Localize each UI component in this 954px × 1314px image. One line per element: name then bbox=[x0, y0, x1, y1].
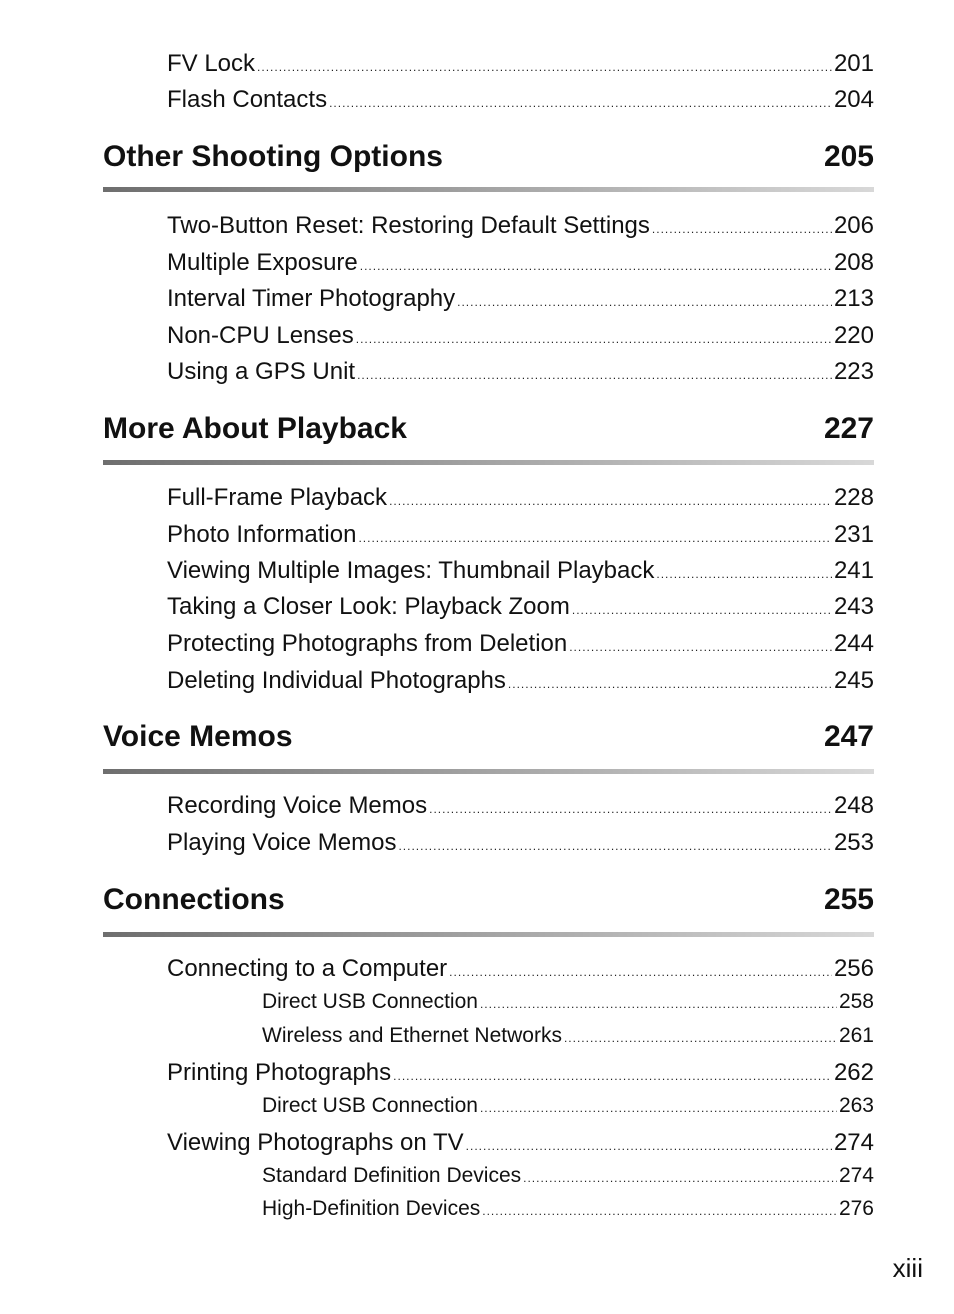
toc-entry[interactable] bbox=[167, 212, 874, 242]
dot-leader bbox=[480, 1101, 837, 1115]
toc-entry[interactable] bbox=[167, 829, 874, 859]
section-page-number: 247 bbox=[823, 720, 874, 753]
dot-leader bbox=[523, 1171, 837, 1185]
toc-subentry[interactable] bbox=[262, 1164, 874, 1192]
dot-leader bbox=[508, 677, 832, 691]
entry-page-number: 276 bbox=[838, 1197, 874, 1220]
section-rule bbox=[103, 769, 874, 774]
entry-title: Photo Information bbox=[167, 521, 357, 548]
entry-title: FV Lock bbox=[167, 50, 256, 77]
entry-title: Viewing Multiple Images: Thumbnail Playback bbox=[167, 557, 655, 584]
entry-title: Recording Voice Memos bbox=[167, 792, 428, 819]
dot-leader bbox=[482, 1204, 837, 1218]
entry-title: Interval Timer Photography bbox=[167, 285, 456, 312]
toc-entry[interactable] bbox=[167, 358, 874, 388]
toc-entry[interactable] bbox=[167, 1059, 874, 1089]
dot-leader bbox=[356, 332, 832, 346]
entry-title: Playing Voice Memos bbox=[167, 829, 397, 856]
toc-entry[interactable] bbox=[167, 557, 874, 587]
entry-title: High-Definition Devices bbox=[262, 1197, 481, 1220]
toc-entry[interactable] bbox=[167, 322, 874, 352]
section-rule bbox=[103, 460, 874, 465]
entry-page-number: 213 bbox=[833, 285, 874, 312]
entry-page-number: 245 bbox=[833, 667, 874, 694]
dot-leader bbox=[480, 997, 837, 1011]
entry-title: Protecting Photographs from Deletion bbox=[167, 630, 568, 657]
entry-title: Standard Definition Devices bbox=[262, 1164, 522, 1187]
entry-title: Non-CPU Lenses bbox=[167, 322, 354, 349]
entry-page-number: 223 bbox=[833, 358, 874, 385]
entry-page-number: 241 bbox=[833, 557, 874, 584]
toc-entry[interactable] bbox=[167, 285, 874, 315]
entry-page-number: 231 bbox=[833, 521, 874, 548]
entry-page-number: 228 bbox=[833, 484, 874, 511]
toc-subentry[interactable] bbox=[262, 1197, 874, 1225]
entry-title: Viewing Photographs on TV bbox=[167, 1129, 464, 1156]
entry-page-number: 258 bbox=[838, 990, 874, 1013]
entry-page-number: 244 bbox=[833, 630, 874, 657]
entry-title: Deleting Individual Photographs bbox=[167, 667, 506, 694]
section-title: Connections bbox=[103, 883, 285, 916]
section-title: More About Playback bbox=[103, 412, 407, 445]
entry-page-number: 261 bbox=[838, 1024, 874, 1047]
toc-entry[interactable] bbox=[167, 955, 874, 985]
toc-subentry[interactable] bbox=[262, 990, 874, 1018]
toc-entry[interactable] bbox=[167, 50, 874, 80]
section-heading[interactable] bbox=[103, 883, 874, 923]
dot-leader bbox=[564, 1031, 837, 1045]
entry-page-number: 220 bbox=[833, 322, 874, 349]
section-title: Other Shooting Options bbox=[103, 140, 443, 173]
section-page-number: 255 bbox=[823, 883, 874, 916]
entry-page-number: 256 bbox=[833, 955, 874, 982]
toc-entry[interactable] bbox=[167, 484, 874, 514]
dot-leader bbox=[398, 839, 832, 853]
toc-entry[interactable] bbox=[167, 1129, 874, 1159]
dot-leader bbox=[572, 603, 832, 617]
dot-leader bbox=[569, 640, 832, 654]
entry-title: Direct USB Connection bbox=[262, 990, 478, 1013]
entry-title: Wireless and Ethernet Networks bbox=[262, 1024, 562, 1047]
dot-leader bbox=[457, 295, 832, 309]
entry-page-number: 253 bbox=[833, 829, 874, 856]
dot-leader bbox=[357, 368, 832, 382]
entry-title: Multiple Exposure bbox=[167, 249, 358, 276]
dot-leader bbox=[656, 567, 832, 581]
entry-page-number: 262 bbox=[833, 1059, 874, 1086]
page-number: xiii bbox=[892, 1253, 923, 1283]
section-heading[interactable] bbox=[103, 720, 874, 760]
dot-leader bbox=[466, 1139, 832, 1153]
toc-entry[interactable] bbox=[167, 86, 874, 116]
entry-title: Flash Contacts bbox=[167, 86, 328, 113]
section-page-number: 205 bbox=[823, 140, 874, 173]
toc-entry[interactable] bbox=[167, 630, 874, 660]
entry-page-number: 201 bbox=[833, 50, 874, 77]
section-rule bbox=[103, 187, 874, 192]
toc-subentry[interactable] bbox=[262, 1024, 874, 1052]
entry-title: Connecting to a Computer bbox=[167, 955, 448, 982]
entry-page-number: 274 bbox=[833, 1129, 874, 1156]
toc-subentry[interactable] bbox=[262, 1094, 874, 1122]
dot-leader bbox=[358, 531, 832, 545]
toc-entry[interactable] bbox=[167, 667, 874, 697]
entry-title: Direct USB Connection bbox=[262, 1094, 478, 1117]
entry-title: Full-Frame Playback bbox=[167, 484, 388, 511]
entry-page-number: 248 bbox=[833, 792, 874, 819]
section-heading[interactable] bbox=[103, 140, 874, 180]
toc-entry[interactable] bbox=[167, 521, 874, 551]
toc-entry[interactable] bbox=[167, 249, 874, 279]
entry-page-number: 208 bbox=[833, 249, 874, 276]
section-rule bbox=[103, 932, 874, 937]
entry-title: Two-Button Reset: Restoring Default Settings bbox=[167, 212, 650, 239]
entry-title: Using a GPS Unit bbox=[167, 358, 356, 385]
dot-leader bbox=[389, 494, 832, 508]
section-title: Voice Memos bbox=[103, 720, 293, 753]
dot-leader bbox=[257, 60, 832, 74]
dot-leader bbox=[360, 259, 832, 273]
entry-title: Taking a Closer Look: Playback Zoom bbox=[167, 593, 570, 620]
entry-page-number: 206 bbox=[833, 212, 874, 239]
dot-leader bbox=[449, 965, 832, 979]
section-page-number: 227 bbox=[823, 412, 874, 445]
dot-leader bbox=[393, 1069, 832, 1083]
dot-leader bbox=[429, 802, 832, 816]
dot-leader bbox=[329, 96, 832, 110]
entry-page-number: 204 bbox=[833, 86, 874, 113]
entry-page-number: 274 bbox=[838, 1164, 874, 1187]
dot-leader bbox=[652, 222, 832, 236]
section-heading[interactable] bbox=[103, 412, 874, 452]
toc-entry[interactable] bbox=[167, 593, 874, 623]
entry-title: Printing Photographs bbox=[167, 1059, 392, 1086]
entry-page-number: 263 bbox=[838, 1094, 874, 1117]
entry-page-number: 243 bbox=[833, 593, 874, 620]
toc-entry[interactable] bbox=[167, 792, 874, 822]
